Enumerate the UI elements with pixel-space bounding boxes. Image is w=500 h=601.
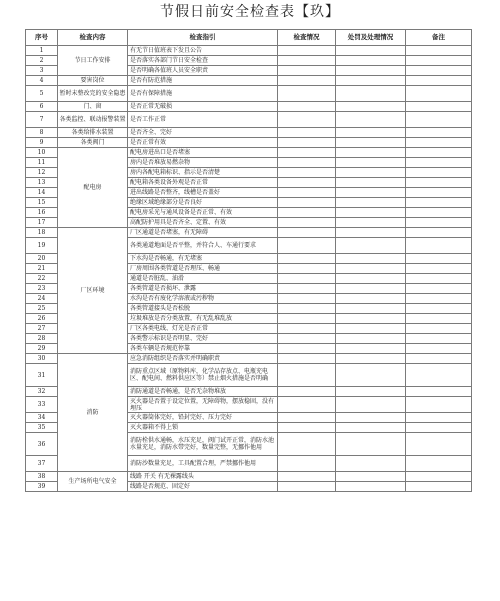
header-check-content: 检查内容 <box>58 30 128 46</box>
penalty-handling-cell[interactable] <box>336 66 406 76</box>
penalty-handling-cell[interactable] <box>336 324 406 334</box>
row-serial-number: 4 <box>26 76 58 86</box>
remarks-cell[interactable] <box>406 284 472 294</box>
remarks-cell[interactable] <box>406 314 472 324</box>
remarks-cell[interactable] <box>406 198 472 208</box>
remarks-cell[interactable] <box>406 66 472 76</box>
remarks-cell[interactable] <box>406 178 472 188</box>
check-status-cell[interactable] <box>278 188 336 198</box>
row-check-content: 生产场所电气安全 <box>58 472 128 492</box>
table-row <box>26 138 472 148</box>
remarks-cell[interactable] <box>406 274 472 284</box>
check-status-cell[interactable] <box>278 314 336 324</box>
check-status-cell[interactable] <box>278 238 336 254</box>
check-status-cell[interactable] <box>278 482 336 492</box>
row-check-guideline: 是否有防范措施 <box>128 76 278 86</box>
penalty-handling-cell[interactable] <box>336 456 406 472</box>
row-check-guideline: 厂区各类电线、灯光是否正常 <box>128 324 278 334</box>
penalty-handling-cell[interactable] <box>336 433 406 456</box>
check-status-cell[interactable] <box>278 387 336 397</box>
row-serial-number: 32 <box>26 387 58 397</box>
remarks-cell[interactable] <box>406 254 472 264</box>
remarks-cell[interactable] <box>406 433 472 456</box>
check-status-cell[interactable] <box>278 397 336 413</box>
penalty-handling-cell[interactable] <box>336 112 406 128</box>
penalty-handling-cell[interactable] <box>336 397 406 413</box>
row-check-guideline: 灭火器箱不得上锁 <box>128 423 278 433</box>
row-serial-number: 22 <box>26 274 58 284</box>
check-status-cell[interactable] <box>278 168 336 178</box>
row-check-content: 各类给排水装置 <box>58 128 128 138</box>
row-check-guideline: 进出线路是否整齐，线槽是否盖好 <box>128 188 278 198</box>
row-serial-number: 13 <box>26 178 58 188</box>
check-status-cell[interactable] <box>278 294 336 304</box>
remarks-cell[interactable] <box>406 482 472 492</box>
row-check-guideline: 房内是否堆放易燃杂物 <box>128 158 278 168</box>
row-serial-number: 16 <box>26 208 58 218</box>
remarks-cell[interactable] <box>406 238 472 254</box>
check-status-cell[interactable] <box>278 334 336 344</box>
penalty-handling-cell[interactable] <box>336 188 406 198</box>
penalty-handling-cell[interactable] <box>336 158 406 168</box>
row-check-guideline: 是否工作正常 <box>128 112 278 128</box>
row-check-guideline: 各类管道接头是否松脱 <box>128 304 278 314</box>
row-check-content: 门、窗 <box>58 102 128 112</box>
row-check-guideline: 是否正常有效 <box>128 138 278 148</box>
row-check-guideline: 配电房进出口是否堵塞 <box>128 148 278 158</box>
remarks-cell[interactable] <box>406 472 472 482</box>
table-row <box>26 102 472 112</box>
row-serial-number: 18 <box>26 228 58 238</box>
row-serial-number: 34 <box>26 413 58 423</box>
row-serial-number: 33 <box>26 397 58 413</box>
row-check-content: 节日工作安排 <box>58 46 128 76</box>
penalty-handling-cell[interactable] <box>336 472 406 482</box>
row-check-guideline: 线路 开关 有无裸露线头 <box>128 472 278 482</box>
check-status-cell[interactable] <box>278 354 336 364</box>
penalty-handling-cell[interactable] <box>336 228 406 238</box>
penalty-handling-cell[interactable] <box>336 387 406 397</box>
remarks-cell[interactable] <box>406 46 472 56</box>
row-check-content: 消防 <box>58 354 128 472</box>
check-status-cell[interactable] <box>278 178 336 188</box>
row-check-guideline: 各类警示标识是否明显、完好 <box>128 334 278 344</box>
row-serial-number: 7 <box>26 112 58 128</box>
check-status-cell[interactable] <box>278 304 336 314</box>
remarks-cell[interactable] <box>406 168 472 178</box>
row-serial-number: 30 <box>26 354 58 364</box>
penalty-handling-cell[interactable] <box>336 304 406 314</box>
row-check-guideline: 消防通道是否畅通，是否无杂物堆放 <box>128 387 278 397</box>
row-check-guideline: 是否正常无破损 <box>128 102 278 112</box>
penalty-handling-cell[interactable] <box>336 46 406 56</box>
row-check-content: 要害岗位 <box>58 76 128 86</box>
row-serial-number: 1 <box>26 46 58 56</box>
penalty-handling-cell[interactable] <box>336 148 406 158</box>
penalty-handling-cell[interactable] <box>336 423 406 433</box>
header-penalty-handling: 处罚及处理情况 <box>336 30 406 46</box>
table-row <box>26 228 472 238</box>
remarks-cell[interactable] <box>406 456 472 472</box>
table-header-row <box>26 30 472 46</box>
row-check-guideline: 有无节日值班表下发且公告 <box>128 46 278 56</box>
remarks-cell[interactable] <box>406 334 472 344</box>
check-status-cell[interactable] <box>278 413 336 423</box>
row-check-content: 厂区环境 <box>58 228 128 354</box>
remarks-cell[interactable] <box>406 138 472 148</box>
row-serial-number: 6 <box>26 102 58 112</box>
row-serial-number: 10 <box>26 148 58 158</box>
penalty-handling-cell[interactable] <box>336 264 406 274</box>
remarks-cell[interactable] <box>406 112 472 128</box>
penalty-handling-cell[interactable] <box>336 314 406 324</box>
penalty-handling-cell[interactable] <box>336 218 406 228</box>
penalty-handling-cell[interactable] <box>336 168 406 178</box>
penalty-handling-cell[interactable] <box>336 208 406 218</box>
table-row <box>26 112 472 128</box>
check-status-cell[interactable] <box>278 46 336 56</box>
check-status-cell[interactable] <box>278 56 336 66</box>
row-check-guideline: 灭火器是否置于设定位置，无障碍物，摆放稳固，没有埋压 <box>128 397 278 413</box>
penalty-handling-cell[interactable] <box>336 254 406 264</box>
penalty-handling-cell[interactable] <box>336 354 406 364</box>
row-check-guideline: 是否明确各值班人员安全职责 <box>128 66 278 76</box>
row-check-guideline: 灭火器筒体完好，铅封完好、压力完好 <box>128 413 278 423</box>
remarks-cell[interactable] <box>406 304 472 314</box>
row-serial-number: 28 <box>26 334 58 344</box>
row-serial-number: 38 <box>26 472 58 482</box>
remarks-cell[interactable] <box>406 354 472 364</box>
row-check-guideline: 通道是否脏乱、油滑 <box>128 274 278 284</box>
table-row <box>26 128 472 138</box>
row-check-guideline: 是否齐全、完好 <box>128 128 278 138</box>
row-serial-number: 17 <box>26 218 58 228</box>
row-serial-number: 21 <box>26 264 58 274</box>
row-serial-number: 23 <box>26 284 58 294</box>
penalty-handling-cell[interactable] <box>336 128 406 138</box>
row-serial-number: 2 <box>26 56 58 66</box>
remarks-cell[interactable] <box>406 76 472 86</box>
remarks-cell[interactable] <box>406 387 472 397</box>
header-check-status: 检查情况 <box>278 30 336 46</box>
row-serial-number: 20 <box>26 254 58 264</box>
remarks-cell[interactable] <box>406 413 472 423</box>
row-check-guideline: 厂房周围各类管道是否理压、畅通 <box>128 264 278 274</box>
remarks-cell[interactable] <box>406 208 472 218</box>
header-remarks: 备注 <box>406 30 472 46</box>
row-serial-number: 25 <box>26 304 58 314</box>
check-status-cell[interactable] <box>278 456 336 472</box>
row-serial-number: 5 <box>26 86 58 102</box>
check-status-cell[interactable] <box>278 208 336 218</box>
check-status-cell[interactable] <box>278 76 336 86</box>
remarks-cell[interactable] <box>406 228 472 238</box>
penalty-handling-cell[interactable] <box>336 364 406 387</box>
remarks-cell[interactable] <box>406 86 472 102</box>
row-check-content: 配电房 <box>58 148 128 228</box>
row-check-content: 各类阀门 <box>58 138 128 148</box>
remarks-cell[interactable] <box>406 148 472 158</box>
table-row <box>26 86 472 102</box>
row-check-guideline: 配电箱各类设备外观是否正常 <box>128 178 278 188</box>
row-serial-number: 27 <box>26 324 58 334</box>
row-check-guideline: 各类通道地面是否平整，并符合人、车通行要求 <box>128 238 278 254</box>
row-serial-number: 36 <box>26 433 58 456</box>
row-serial-number: 37 <box>26 456 58 472</box>
table-row <box>26 148 472 158</box>
row-serial-number: 24 <box>26 294 58 304</box>
row-serial-number: 31 <box>26 364 58 387</box>
remarks-cell[interactable] <box>406 324 472 334</box>
row-check-guideline: 是否落实各部门节日安全检查 <box>128 56 278 66</box>
remarks-cell[interactable] <box>406 102 472 112</box>
penalty-handling-cell[interactable] <box>336 284 406 294</box>
penalty-handling-cell[interactable] <box>336 76 406 86</box>
row-check-guideline: 消防重点区域（原物料库，化学品存放点、电瓶充电区、配电间、燃料供应区等）禁止烟火措施是否明确 <box>128 364 278 387</box>
row-serial-number: 9 <box>26 138 58 148</box>
row-check-guideline: 厂区通道是否堵塞，有无障碍 <box>128 228 278 238</box>
remarks-cell[interactable] <box>406 158 472 168</box>
row-serial-number: 11 <box>26 158 58 168</box>
row-serial-number: 29 <box>26 344 58 354</box>
row-check-guideline: 各类车辆是否规范停靠 <box>128 344 278 354</box>
check-status-cell[interactable] <box>278 433 336 456</box>
row-serial-number: 12 <box>26 168 58 178</box>
row-serial-number: 39 <box>26 482 58 492</box>
check-status-cell[interactable] <box>278 364 336 387</box>
check-status-cell[interactable] <box>278 138 336 148</box>
remarks-cell[interactable] <box>406 364 472 387</box>
table-row <box>26 76 472 86</box>
safety-checklist-table <box>25 29 472 492</box>
remarks-cell[interactable] <box>406 397 472 413</box>
penalty-handling-cell[interactable] <box>336 334 406 344</box>
penalty-handling-cell[interactable] <box>336 86 406 102</box>
penalty-handling-cell[interactable] <box>336 274 406 284</box>
row-check-guideline: 房内各配电箱标识、指示是否清楚 <box>128 168 278 178</box>
remarks-cell[interactable] <box>406 188 472 198</box>
table-row <box>26 354 472 364</box>
penalty-handling-cell[interactable] <box>336 56 406 66</box>
row-serial-number: 8 <box>26 128 58 138</box>
row-check-guideline: 水沟是否有废化学溶液或污秽物 <box>128 294 278 304</box>
row-serial-number: 15 <box>26 198 58 208</box>
remarks-cell[interactable] <box>406 423 472 433</box>
row-check-guideline: 下水沟是否畅通，有无堵塞 <box>128 254 278 264</box>
row-check-guideline: 应急消防组织是否落实并明确职责 <box>128 354 278 364</box>
table-row <box>26 472 472 482</box>
table-body <box>26 46 472 492</box>
row-check-guideline: 消防栓供水通畅，水压充足，阀门试开正常，消防水池水量充足，消防水带完好，数量完整，无挪作他用 <box>128 433 278 456</box>
row-check-guideline: 绝缘区域绝缘部分是否良好 <box>128 198 278 208</box>
row-check-guideline: 各类管道是否损坏、泄露 <box>128 284 278 294</box>
check-status-cell[interactable] <box>278 128 336 138</box>
row-check-guideline: 高配防护用具是否齐全、定置、有效 <box>128 218 278 228</box>
row-check-content: 各类监控、联动报警装置 <box>58 112 128 128</box>
check-status-cell[interactable] <box>278 228 336 238</box>
header-serial-number: 序号 <box>26 30 58 46</box>
table-row <box>26 46 472 56</box>
row-check-guideline: 配电房采光与通风设备是否正常、有效 <box>128 208 278 218</box>
header-check-guideline: 检查指引 <box>128 30 278 46</box>
check-status-cell[interactable] <box>278 344 336 354</box>
check-status-cell[interactable] <box>278 284 336 294</box>
row-check-content: 暂时未整改完的安全隐患 <box>58 86 128 102</box>
check-status-cell[interactable] <box>278 472 336 482</box>
row-serial-number: 3 <box>26 66 58 76</box>
row-check-guideline: 线路是否规范、固定好 <box>128 482 278 492</box>
document-title: 节假日前安全检查表【玖】 <box>160 4 340 20</box>
row-serial-number: 26 <box>26 314 58 324</box>
remarks-cell[interactable] <box>406 218 472 228</box>
penalty-handling-cell[interactable] <box>336 344 406 354</box>
row-serial-number: 35 <box>26 423 58 433</box>
row-check-guideline: 是否有保障措施 <box>128 86 278 102</box>
check-status-cell[interactable] <box>278 198 336 208</box>
penalty-handling-cell[interactable] <box>336 238 406 254</box>
remarks-cell[interactable] <box>406 344 472 354</box>
check-status-cell[interactable] <box>278 112 336 128</box>
penalty-handling-cell[interactable] <box>336 178 406 188</box>
penalty-handling-cell[interactable] <box>336 413 406 423</box>
penalty-handling-cell[interactable] <box>336 482 406 492</box>
remarks-cell[interactable] <box>406 264 472 274</box>
remarks-cell[interactable] <box>406 128 472 138</box>
check-status-cell[interactable] <box>278 264 336 274</box>
row-serial-number: 19 <box>26 238 58 254</box>
remarks-cell[interactable] <box>406 294 472 304</box>
check-status-cell[interactable] <box>278 86 336 102</box>
row-check-guideline: 垃圾堆放是否分类放置，有无乱堆乱放 <box>128 314 278 324</box>
check-status-cell[interactable] <box>278 423 336 433</box>
check-status-cell[interactable] <box>278 274 336 284</box>
penalty-handling-cell[interactable] <box>336 294 406 304</box>
check-status-cell[interactable] <box>278 324 336 334</box>
check-status-cell[interactable] <box>278 158 336 168</box>
row-check-guideline: 消防沙数量充足，工具配置合理，严禁挪作他用 <box>128 456 278 472</box>
check-status-cell[interactable] <box>278 148 336 158</box>
check-status-cell[interactable] <box>278 102 336 112</box>
check-status-cell[interactable] <box>278 66 336 76</box>
penalty-handling-cell[interactable] <box>336 138 406 148</box>
row-serial-number: 14 <box>26 188 58 198</box>
penalty-handling-cell[interactable] <box>336 102 406 112</box>
penalty-handling-cell[interactable] <box>336 198 406 208</box>
check-status-cell[interactable] <box>278 254 336 264</box>
remarks-cell[interactable] <box>406 56 472 66</box>
check-status-cell[interactable] <box>278 218 336 228</box>
